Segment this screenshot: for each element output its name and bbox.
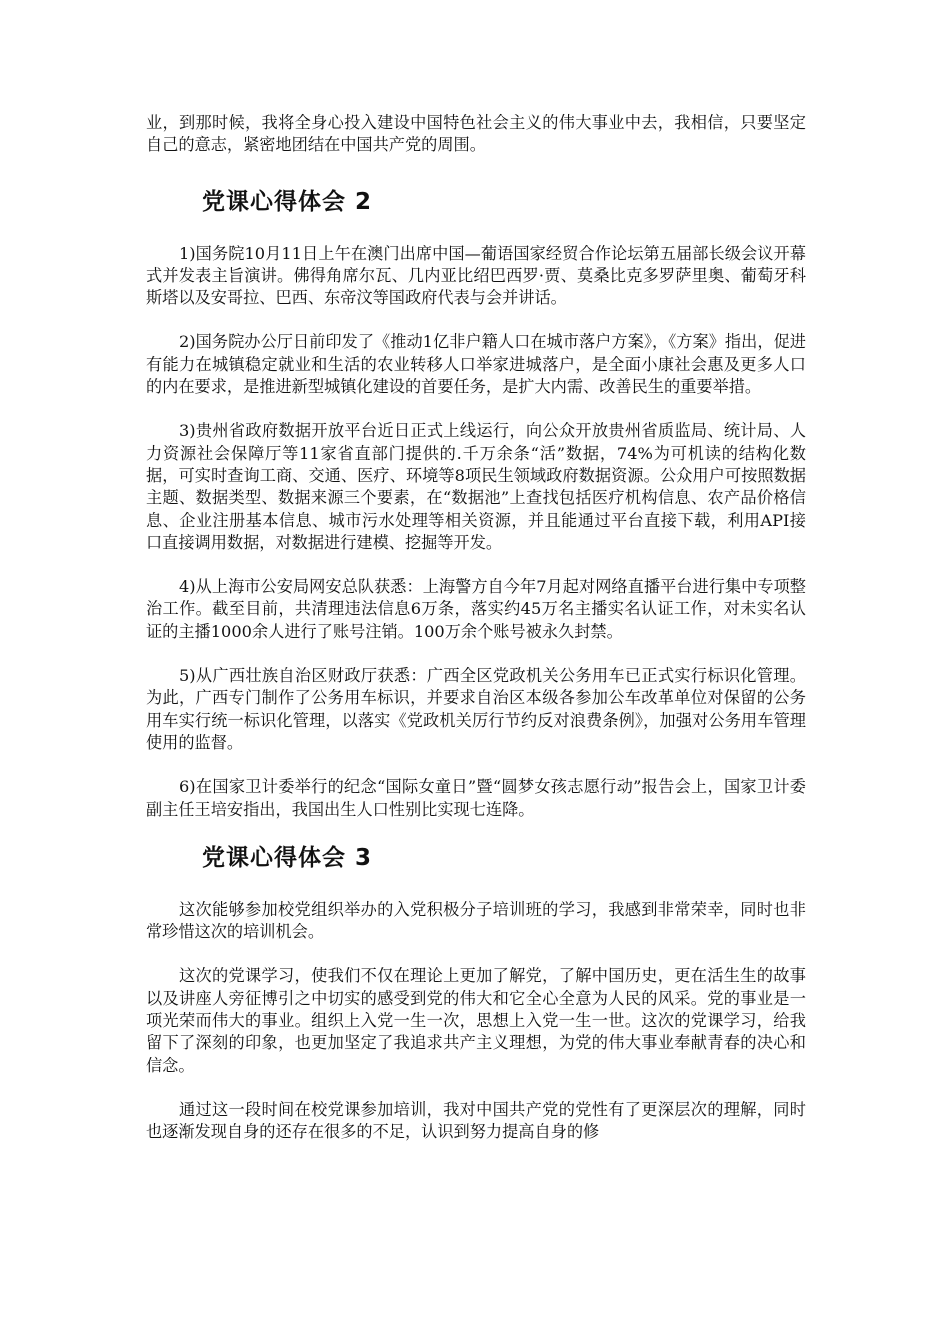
section-2-paragraph-6: 6)在国家卫计委举行的纪念“国际女童日”暨“圆梦女孩志愿行动”报告会上，国家卫计委副主任王培安指出，我国出生人口性别比实现七连降。 xyxy=(146,777,806,819)
section-3-paragraph-1: 这次能够参加校党组织举办的入党积极分子培训班的学习，我感到非常荣幸，同时也非常珍惜这次的培训机会。 xyxy=(146,899,806,942)
section-2-paragraph-2: 2)国务院办公厅日前印发了《推动1亿非户籍人口在城市落户方案》，《方案》指出，促进有能力在城镇稳定就业和生活的农业转移人口举家进城落户，是全面小康社会惠及更多人口的内在要求，是推进新型城镇化建设的首要任务，是扩大内需、改善民生的重要举措。 xyxy=(146,332,806,397)
section-2-paragraph-3: 3)贵州省政府数据开放平台近日正式上线运行，向公众开放贵州省质监局、统计局、人力资源社会保障厅等11家省直部门提供的.千万余条“活”数据，74%为可机读的结构化数据，可实时查询工商、交通、医疗、环境等8项民生领域政府数据资源。公众用户可按照数据主题、数据类型、数据来源三个要素，在“数据池”上查找包括医疗机构信息、农产品价格信息、企业注册基本信息、城市污水处理等相关资源，并且能通过平台直接下载，利用API接口直接调用数据，对数据进行建模、挖掘等开发。 xyxy=(146,421,806,552)
section-2-paragraph-5: 5)从广西壮族自治区财政厅获悉：广西全区党政机关公务用车已正式实行标识化管理。为此，广西专门制作了公务用车标识，并要求自治区本级各参加公车改革单位对保留的公务用车实行统一标识化管理，以落实《党政机关厉行节约反对浪费条例》，加强对公务用车管理使用的监督。 xyxy=(146,666,806,752)
opening-paragraph: 业，到那时候，我将全身心投入建设中国特色社会主义的伟大事业中去，我相信，只要坚定自己的意志，紧密地团结在中国共产党的周围。 xyxy=(146,113,806,155)
section-3-title: 党课心得体会 3 xyxy=(202,844,373,871)
section-3-paragraph-3: 通过这一段时间在校党课参加培训，我对中国共产党的党性有了更深层次的理解，同时也逐渐发现自身的还存在很多的不足，认识到努力提高自身的修 xyxy=(146,1099,806,1142)
section-2-paragraph-1: 1)国务院10月11日上午在澳门出席中国—葡语国家经贸合作论坛第五届部长级会议开幕式并发表主旨演讲。佛得角席尔瓦、几内亚比绍巴西罗·贾、莫桑比克多罗萨里奥、葡萄牙科斯塔以及安哥拉、巴西、东帝汶等国政府代表与会并讲话。 xyxy=(146,243,806,308)
document-page xyxy=(146,112,806,1166)
section-3-paragraph-2: 这次的党课学习，使我们不仅在理论上更加了解党，了解中国历史，更在活生生的故事以及讲座人旁征博引之中切实的感受到党的伟大和它全心全意为人民的风采。党的事业是一项光荣而伟大的事业。组织上入党一生一次，思想上入党一生一世。这次的党课学习，给我留下了深刻的印象，也更加坚定了我追求共产主义理想，为党的伟大事业奉献青春的决心和信念。 xyxy=(146,966,806,1075)
section-2-paragraph-4: 4)从上海市公安局网安总队获悉：上海警方自今年7月起对网络直播平台进行集中专项整治工作。截至目前，共清理违法信息6万条，落实约45万名主播实名认证工作，对未实名认证的主播1000余人进行了账号注销。100万余个账号被永久封禁。 xyxy=(146,577,806,641)
section-2-title: 党课心得体会 2 xyxy=(202,188,373,215)
